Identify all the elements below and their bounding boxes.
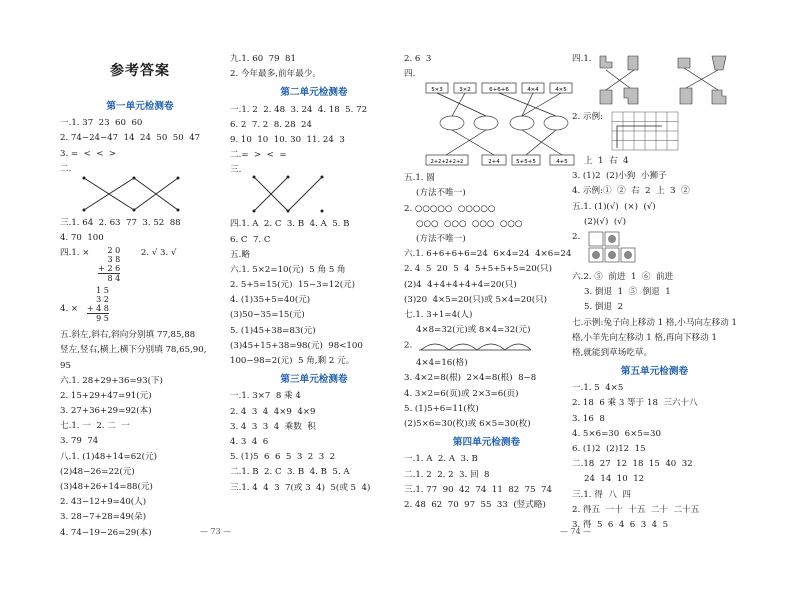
answer-line: 六.1. 6+6+6+6=24 6×4=24 4×6=24 (404, 249, 572, 260)
answer-line: 三.1. 77 90 42 74 11 82 75 74 (404, 484, 552, 495)
shape-matching-row (572, 52, 737, 110)
section-heading-unit5: 第五单元检测卷 (620, 366, 689, 378)
answer-line: 五.1. 圆 (404, 173, 435, 184)
answer-line: 3. 4×2=8(根) 2×4=8(根) 8−8 (404, 373, 537, 384)
expr-box: 5+5+5 (516, 159, 536, 166)
answer-line: 六.1. 28+29+36=93(下) (60, 375, 163, 386)
answer-line: 2. ○○○○○ ○○○○○ (404, 203, 496, 214)
shape-matching-figure (594, 52, 734, 108)
grid-figure (610, 110, 682, 152)
expr-box: 3×2 (459, 87, 471, 94)
answer-line: 6. 2 7. 2 8. 28 24 (230, 119, 312, 130)
answer-line: 2. 5+5=15(元) 15−3=12(元) (230, 280, 356, 291)
answer-label: 2. (404, 340, 413, 351)
column-2 (230, 52, 398, 496)
vertical-addition-2 (60, 286, 220, 328)
answer-line: 三. (230, 165, 242, 176)
answer-line: ○○○ ○○○ ○○○ ○○○ (416, 218, 523, 229)
expr-box: 4×4 (527, 87, 539, 94)
answer-line: 3. 79 74 (60, 436, 99, 447)
expr-box: 4+5 (556, 159, 568, 166)
vertical-addition-1 (60, 246, 220, 286)
answer-line: 2. 4 3 4 4×9 4×9 (230, 406, 316, 417)
expr-box: 4×5 (555, 87, 567, 94)
answer-line: 5. (1)5 6 6 5 3 2 3 2 (230, 452, 336, 463)
answer-line: 3. 得 5 6 4 6 3 4 5 (572, 519, 669, 530)
answer-line: 2. 4 5 20 5 4 5+5+5+5=20(只) (404, 264, 552, 275)
answer-line: 4. 5×6=30 6×5=30 (572, 428, 661, 439)
number-line-row (404, 338, 569, 356)
answer-line: 3. 16 8 (572, 413, 605, 424)
section-heading-unit1: 第一单元检测卷 (106, 101, 174, 112)
answer-line: 2. 48 62 70 97 55 33 (竖式略) (404, 499, 546, 510)
digit-row: + 2 6 (98, 264, 121, 274)
answer-line: (3)48+26+14=88(元) (60, 482, 153, 493)
section-heading-unit4: 第四单元检测卷 (452, 437, 521, 449)
answer-line: (2)48−26=22(元) (60, 466, 135, 477)
answer-line: 5. (1)45+38=83(元) (230, 325, 316, 336)
answer-line: 六.1. 5×2=10(元) 5 角 5 角 (230, 264, 346, 275)
page-title: 参考答案 (110, 63, 170, 79)
answer-line: 2. 74−24−47 14 24 50 50 47 (60, 133, 201, 144)
answer-label: 4. × (60, 304, 79, 315)
number-line-figure (415, 338, 535, 354)
answer-line: 2. 今年最多,前年最少。 (230, 69, 322, 80)
matching-lines-figure (248, 173, 368, 215)
answer-line: (2)(√) (√) (584, 216, 626, 227)
answer-line: (2)5×6=30(枚)或 6×5=30(枚) (404, 419, 531, 429)
answer-line: 七.示例:兔子向上移动 1 格,小马向左移动 1 (572, 317, 737, 328)
grid-row (572, 110, 737, 154)
answer-line: 9. 10 10 10. 30 11. 24 3 (230, 134, 345, 145)
answer-line: 竖左,竖右,横上,横下分别填 78,65,90, (60, 345, 207, 356)
answer-line: 2. 得五 一十 十五 二十 二十五 (572, 504, 700, 515)
answer-line: 格,小羊先向左移动 1 格,再向下移动 1 (572, 332, 717, 343)
answer-line: (3)20 4×5=20(只)或 5×4=20(只) (404, 294, 548, 305)
digit-row: + 4 8 (86, 304, 109, 314)
answer-line: 3. 4 3 3 4 乘数 积 (230, 421, 316, 432)
answer-line: 6. (1)2 (2)12 15 (572, 444, 646, 455)
digit-row: 9 5 (87, 313, 109, 323)
answer-line: 二.1. B 2. C 3. B 4. B 5. A (230, 467, 350, 478)
answer-label: 2. √ 3. √ (140, 248, 177, 259)
answer-line: (方法不唯一) (416, 233, 466, 244)
answer-line: 七.1. 一 2. 二 一 (60, 421, 130, 432)
answer-line: 4. 3 4 6 (230, 436, 269, 447)
answer-line: 三.1. 4 4 3 7(或 3 4) 5(或 5 4) (230, 482, 371, 493)
answer-line: 2. 6 3 (404, 54, 432, 64)
vertical-sum (92, 246, 120, 283)
answer-line: 4. 示例:① ② 右 2 上 3 ② (572, 186, 690, 197)
answer-line: (3)50−35=15(元) (230, 310, 305, 321)
answer-line: 六.2. ⑤ 前进 1 ⑥ 前进 (572, 271, 674, 282)
answer-line: 格,就能到草场吃草。 (572, 347, 653, 358)
answer-line: 3. 倒退 1 ⑤ 倒退 1 (584, 287, 671, 298)
answer-line: 一.1. 2 2. 48 3. 24 4. 18 5. 72 (230, 104, 368, 115)
matching-lines-figure (78, 174, 198, 214)
digit-row: 3 8 (107, 255, 121, 265)
digit-row: 3 2 (96, 295, 109, 305)
answer-line: 2. 18 6 乘 3 等于 18 三六十八 (572, 398, 698, 409)
picture-grid-row (572, 230, 737, 270)
answer-line: 4. (1)35+5=40(元) (230, 295, 311, 306)
answer-line: 4. 3×2=6(页)或 2×3=6(页) (404, 388, 519, 399)
page-number-right: — 74 — (560, 527, 592, 536)
answer-line: (3)45+15+38=98(元) 98<100 (230, 340, 363, 351)
page-number-left: — 73 — (200, 527, 232, 536)
answer-line: 八.1. (1)48+14=62(元) (60, 451, 157, 462)
answer-line: 3. 28−7+28=49(朵) (60, 512, 147, 523)
answer-line: 4×4=16(格) (416, 358, 468, 369)
digit-row: 1 5 (96, 286, 109, 296)
answer-line: 五.1. (1)(√) (×) (√) (572, 201, 656, 212)
answer-line: 5. 倒退 2 (584, 302, 624, 313)
answer-line: 三.1. 64 2. 63 77 3. 52 88 (60, 217, 181, 228)
answer-line: 四. (404, 69, 416, 80)
digit-row: 2 0 (107, 246, 121, 256)
expr-box: 2+4 (488, 159, 500, 166)
expression-matching-figure (424, 77, 584, 169)
column-4 (572, 52, 737, 533)
section-heading-unit3: 第三单元检测卷 (280, 374, 348, 386)
answer-line: 95 (60, 360, 71, 371)
answer-line: 24 14 10 12 (584, 474, 645, 485)
answer-line: 3. = < < > (60, 148, 117, 159)
answer-line: 4. 74−19−26=29(本) (60, 527, 152, 538)
answer-line: 一.1. 5 4×5 (572, 383, 624, 394)
answer-label: 2. 示例: (572, 112, 604, 122)
answer-line: 6. C 7. C (230, 234, 271, 245)
answer-label: 2. (572, 231, 581, 242)
answer-line: 4×8=32(元)或 8×4=32(元) (416, 325, 531, 336)
answer-line: 五.略 (230, 249, 250, 260)
answer-line: (2)4 4+4+4+4+4=20(只) (404, 279, 517, 290)
answer-line: 九.1. 60 79 81 (230, 54, 296, 64)
answer-line: 二.= > < = (230, 150, 287, 161)
answer-line: 三.1. 得 八 四 (572, 489, 631, 500)
answer-line: 5. (1)5+6=11(枚) (404, 403, 479, 414)
answer-line: 2. 43−12+9=40(人) (60, 497, 147, 508)
answer-line: 二.18 27 12 18 15 40 32 (572, 459, 693, 470)
expr-box: 6+6+6 (489, 87, 509, 94)
answer-line: 七.1. 3+1=4(人) (404, 309, 473, 320)
answer-line: 100−98=2(元) 5 角,剩 2 元。 (230, 356, 355, 367)
answer-line: 上 1 右 4 (584, 156, 629, 166)
digit-row: 8 4 (98, 273, 120, 283)
column-1 (60, 96, 220, 541)
expr-box: 5×3 (431, 87, 443, 94)
answer-label: 四.1. × (60, 248, 90, 259)
answer-label: 四.1. (572, 54, 592, 64)
section-heading-unit2: 第二单元检测卷 (280, 87, 348, 99)
answer-line: 一.1. 37 23 60 60 (60, 118, 143, 129)
answer-line: 四.1. A 2. C 3. B 4. A 5. B (230, 219, 350, 230)
answer-line: 3. 27+36+29=92(本) (60, 406, 152, 417)
answer-line: 4. 70 100 (60, 232, 104, 243)
answer-line: (方法不唯一) (416, 188, 466, 199)
picture-grid-figure (587, 230, 637, 268)
answer-line: 3. (1)2 (2)小狗 小狮子 (572, 171, 667, 182)
vertical-sum (81, 286, 109, 323)
expr-box: 2+2+2+2+2 (430, 159, 464, 166)
answer-line: 二. (60, 163, 72, 174)
column-3 (404, 52, 572, 513)
answer-line: 五.斜左,斜右,斜向分别填 77,85,88 (60, 330, 196, 341)
answer-line: 2. 15+29+47=91(元) (60, 390, 152, 401)
answer-line: 一.1. A 2. A 3. B (404, 454, 478, 465)
answer-line: 二.1. 2 2. 2 3. 回 8 (404, 469, 490, 480)
answer-line: 一.1. 3×7 8 乘 4 (230, 391, 301, 402)
